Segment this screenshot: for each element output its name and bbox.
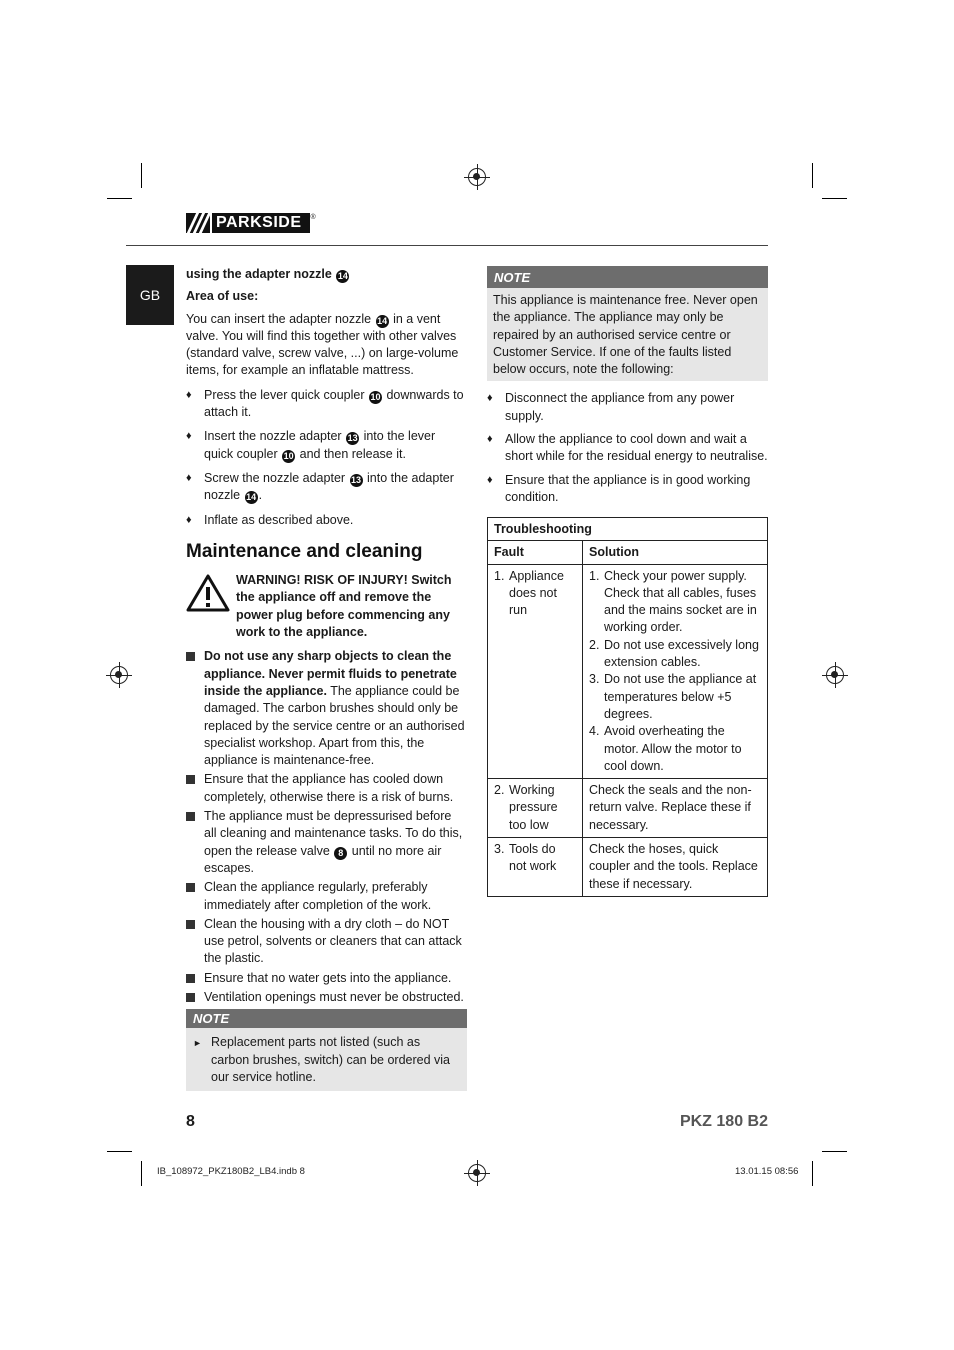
diamond-bullet-icon: ♦ xyxy=(186,471,192,484)
ref-number-icon: 10 xyxy=(283,450,294,461)
solution-cell: 1. Check your power supply. Check that all cables, fuses and the mains socket are in working order. 2. Do not use excessively long extension cables. 3. Do not use the appliance at temperatures below +5 degrees. 4. Avoid overheating the motor. Allow the motor to cool down. xyxy=(583,564,768,779)
registration-mark-icon xyxy=(826,666,844,684)
list-item: Ventilation openings must never be obstructed. xyxy=(186,989,467,1006)
registration-mark-icon xyxy=(110,666,128,684)
note-title: NOTE xyxy=(186,1009,467,1028)
diamond-bullet-icon: ♦ xyxy=(186,513,192,526)
solution-cell: Check the hoses, quick coupler and the tools. Replace these if necessary. xyxy=(583,838,768,897)
ref-number-icon: 14 xyxy=(377,315,388,326)
model-name: PKZ 180 B2 xyxy=(679,1113,768,1130)
table-row xyxy=(488,564,768,779)
list-item: Ensure that no water gets into the appliance. xyxy=(186,970,467,987)
note-box xyxy=(487,266,768,381)
note-box xyxy=(186,1009,467,1091)
ref-number-icon: 13 xyxy=(347,433,358,444)
slug-file: IB_108972_PKZ180B2_LB4.indb 8 xyxy=(157,1166,305,1177)
fault-cell: 2. Working pressure too low xyxy=(488,779,583,838)
troubleshooting-table xyxy=(487,517,768,897)
ref-number-icon: 14 xyxy=(246,492,257,503)
note-title: NOTE xyxy=(487,266,768,288)
ref-number-icon: 13 xyxy=(351,474,362,485)
fault-cell: 1. Appliance does not run xyxy=(488,564,583,779)
logo-stripes-icon xyxy=(186,213,210,233)
diamond-bullet-icon: ♦ xyxy=(186,430,192,443)
list-item: Ensure that the appliance has cooled down completely, otherwise there is a risk of burns. xyxy=(186,771,467,806)
crop-mark xyxy=(812,1161,813,1186)
list-item: ♦ Screw the nozzle adapter 13 into the adapter nozzle 14 . xyxy=(186,470,454,503)
table-row xyxy=(488,838,768,897)
area-label: Area of use: xyxy=(186,289,259,304)
fault-cell: 3. Tools do not work xyxy=(488,838,583,897)
list-item: ♦ Press the lever quick coupler 10 downwards to attach it. xyxy=(186,387,464,420)
list-item: ♦ Insert the nozzle adapter 13 into the lever quick coupler 10 and then release it. xyxy=(186,429,436,461)
brand-logo xyxy=(186,213,316,233)
section-title: Maintenance and cleaning xyxy=(186,540,423,562)
arrow-bullet-icon: ► xyxy=(193,1038,202,1049)
crop-mark xyxy=(107,1151,132,1152)
note-body xyxy=(186,1028,467,1091)
list-item: ♦ Ensure that the appliance is in good working condition. xyxy=(487,472,751,504)
list-item: The appliance must be depressurised before all cleaning and maintenance tasks. To do this, open the release valve 8 until no more air escapes. xyxy=(186,808,467,877)
list-item: ♦ Allow the appliance to cool down and wait a short while for the residual energy to neutralise. xyxy=(487,432,768,464)
list-item: ♦ Disconnect the appliance from any power supply. xyxy=(487,391,735,423)
square-bullet-icon xyxy=(186,775,195,784)
warning-block xyxy=(186,572,467,641)
table-title: Troubleshooting xyxy=(488,518,768,541)
left-column xyxy=(186,266,467,1091)
ref-number-icon: 10 xyxy=(370,391,381,402)
ref-number-icon: 14 xyxy=(337,271,348,281)
intro-title: using the adapter nozzle 14 xyxy=(186,267,348,281)
diamond-bullet-icon: ♦ xyxy=(487,392,493,405)
column-header-fault: Fault xyxy=(488,541,583,564)
square-bullet-icon xyxy=(186,812,195,821)
square-bullet-icon xyxy=(186,920,195,929)
diamond-bullet-icon: ♦ xyxy=(186,388,192,401)
list-item: ♦ Inflate as described above. xyxy=(186,512,467,529)
column-header-solution: Solution xyxy=(583,541,768,564)
square-bullet-icon xyxy=(186,974,195,983)
registration-mark-icon xyxy=(468,1164,486,1182)
list-item: Clean the appliance regularly, preferably immediately after completion of the work. xyxy=(186,879,467,914)
brand-name: PARKSIDE xyxy=(212,213,310,233)
crop-mark xyxy=(107,198,132,199)
crop-mark xyxy=(822,198,847,199)
diamond-bullet-icon: ♦ xyxy=(487,433,493,446)
crop-mark xyxy=(822,1151,847,1152)
warning-text: WARNING! RISK OF INJURY! Switch the appliance off and remove the power plug before commencing any work to the appliance. xyxy=(236,573,452,640)
slug-date: 13.01.15 08:56 xyxy=(735,1166,799,1177)
ref-number-icon: 8 xyxy=(334,847,347,860)
list-item: ► Replacement parts not listed (such as carbon brushes, switch) can be ordered via our service hotline. xyxy=(193,1035,451,1084)
list-item: Do not use any sharp objects to clean the appliance. Never permit fluids to penetrate inside the appliance. The appliance could be damaged. The carbon brushes should only be replaced by the service centre or an authorised specialist workshop. Apart from this, the appliance is maintenance-free. xyxy=(186,648,467,769)
table-header-row xyxy=(488,541,768,564)
language-tab: GB xyxy=(126,265,174,325)
square-bullet-icon xyxy=(186,883,195,892)
square-bullet-icon xyxy=(186,993,195,1002)
header-rule xyxy=(126,245,768,246)
note-body: This appliance is maintenance free. Never open the appliance. The appliance may only be repaired by an authorised service centre or Customer Service. If one of the faults listed below occurs, note the following: xyxy=(487,288,768,381)
diamond-bullet-icon: ♦ xyxy=(487,473,493,486)
page-number: 8 xyxy=(186,1113,195,1130)
warning-triangle-icon xyxy=(186,574,230,612)
registered-mark: ® xyxy=(310,214,316,221)
registration-mark-icon xyxy=(468,168,486,186)
table-row xyxy=(488,779,768,838)
crop-mark xyxy=(812,163,813,188)
crop-mark xyxy=(141,163,142,188)
area-text: You can insert the adapter nozzle 14 in a vent valve. You will find this together with other valves (standard valve, screw valve, ...) on large-volume items, for example an inflatable mattress. xyxy=(186,311,459,378)
table-title-row xyxy=(488,518,768,541)
list-item: Clean the housing with a dry cloth – do NOT use petrol, solvents or cleaners that can attack the plastic. xyxy=(186,916,467,968)
square-bullet-icon xyxy=(186,652,195,661)
solution-cell: Check the seals and the non-return valve. Replace these if necessary. xyxy=(583,779,768,838)
crop-mark xyxy=(141,1161,142,1186)
right-column xyxy=(487,266,768,506)
